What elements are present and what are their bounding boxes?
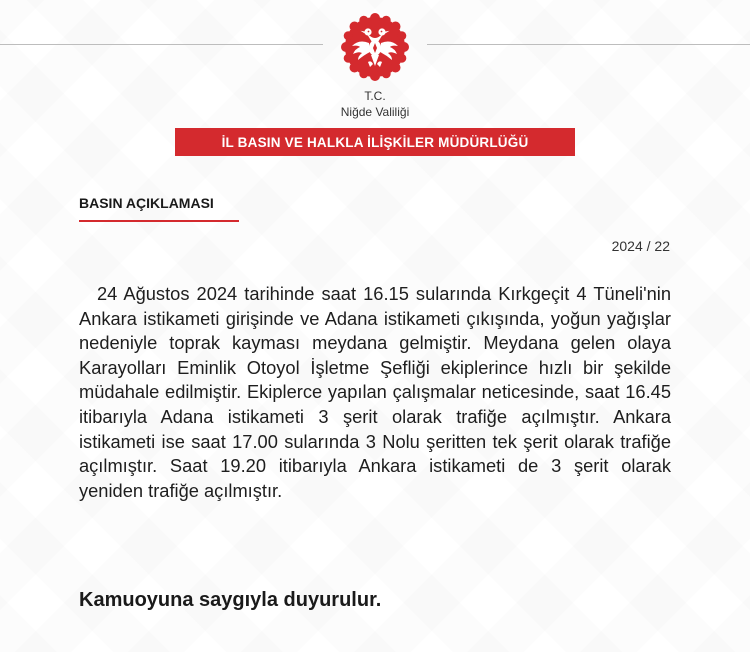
press-release-body: 24 Ağustos 2024 tarihinde saat 16.15 sularında Kırkgeçit 4 Tüneli'nin Ankara istikameti girişinde ve Adana istikameti çıkışında, yoğun yağışlar nedeniyle toprak kayması meydana gelmiştir. Meydana gelen olaya Karayolları Eminlik Otoyol İşletme Şefliği ekiplerince hızlı bir şekilde müdahale edilmiştir. Ekiplerce yapılan çalışmalar neticesinde, saat 16.45 itibarıyla Adana istikameti 3 şerit olarak trafiğe açılmıştır. Ankara istikameti ise saat 17.00 sularında 3 Nolu şeritten tek şerit olarak trafiğe açılmıştır. Saat 19.20 itibarıyla Ankara istikameti de 3 şerit olarak yeniden trafiğe açılmıştır. xyxy=(79,283,671,501)
tc-label: T.C. xyxy=(364,89,386,103)
department-banner xyxy=(175,128,575,156)
governorship-name: Niğde Valiliği xyxy=(340,105,410,119)
header-divider-right xyxy=(427,44,750,45)
document-number: 2024 / 22 xyxy=(611,238,670,254)
heading-underline xyxy=(79,220,239,222)
document-heading: BASIN AÇIKLAMASI xyxy=(79,195,214,211)
seljuk-eagle-emblem-icon xyxy=(340,12,410,82)
closing-statement: Kamuoyuna saygıyla duyurulur. xyxy=(79,589,382,611)
header-divider-left xyxy=(0,44,323,45)
department-banner-label: İL BASIN VE HALKLA İLİŞKİLER MÜDÜRLÜĞÜ xyxy=(221,134,529,150)
